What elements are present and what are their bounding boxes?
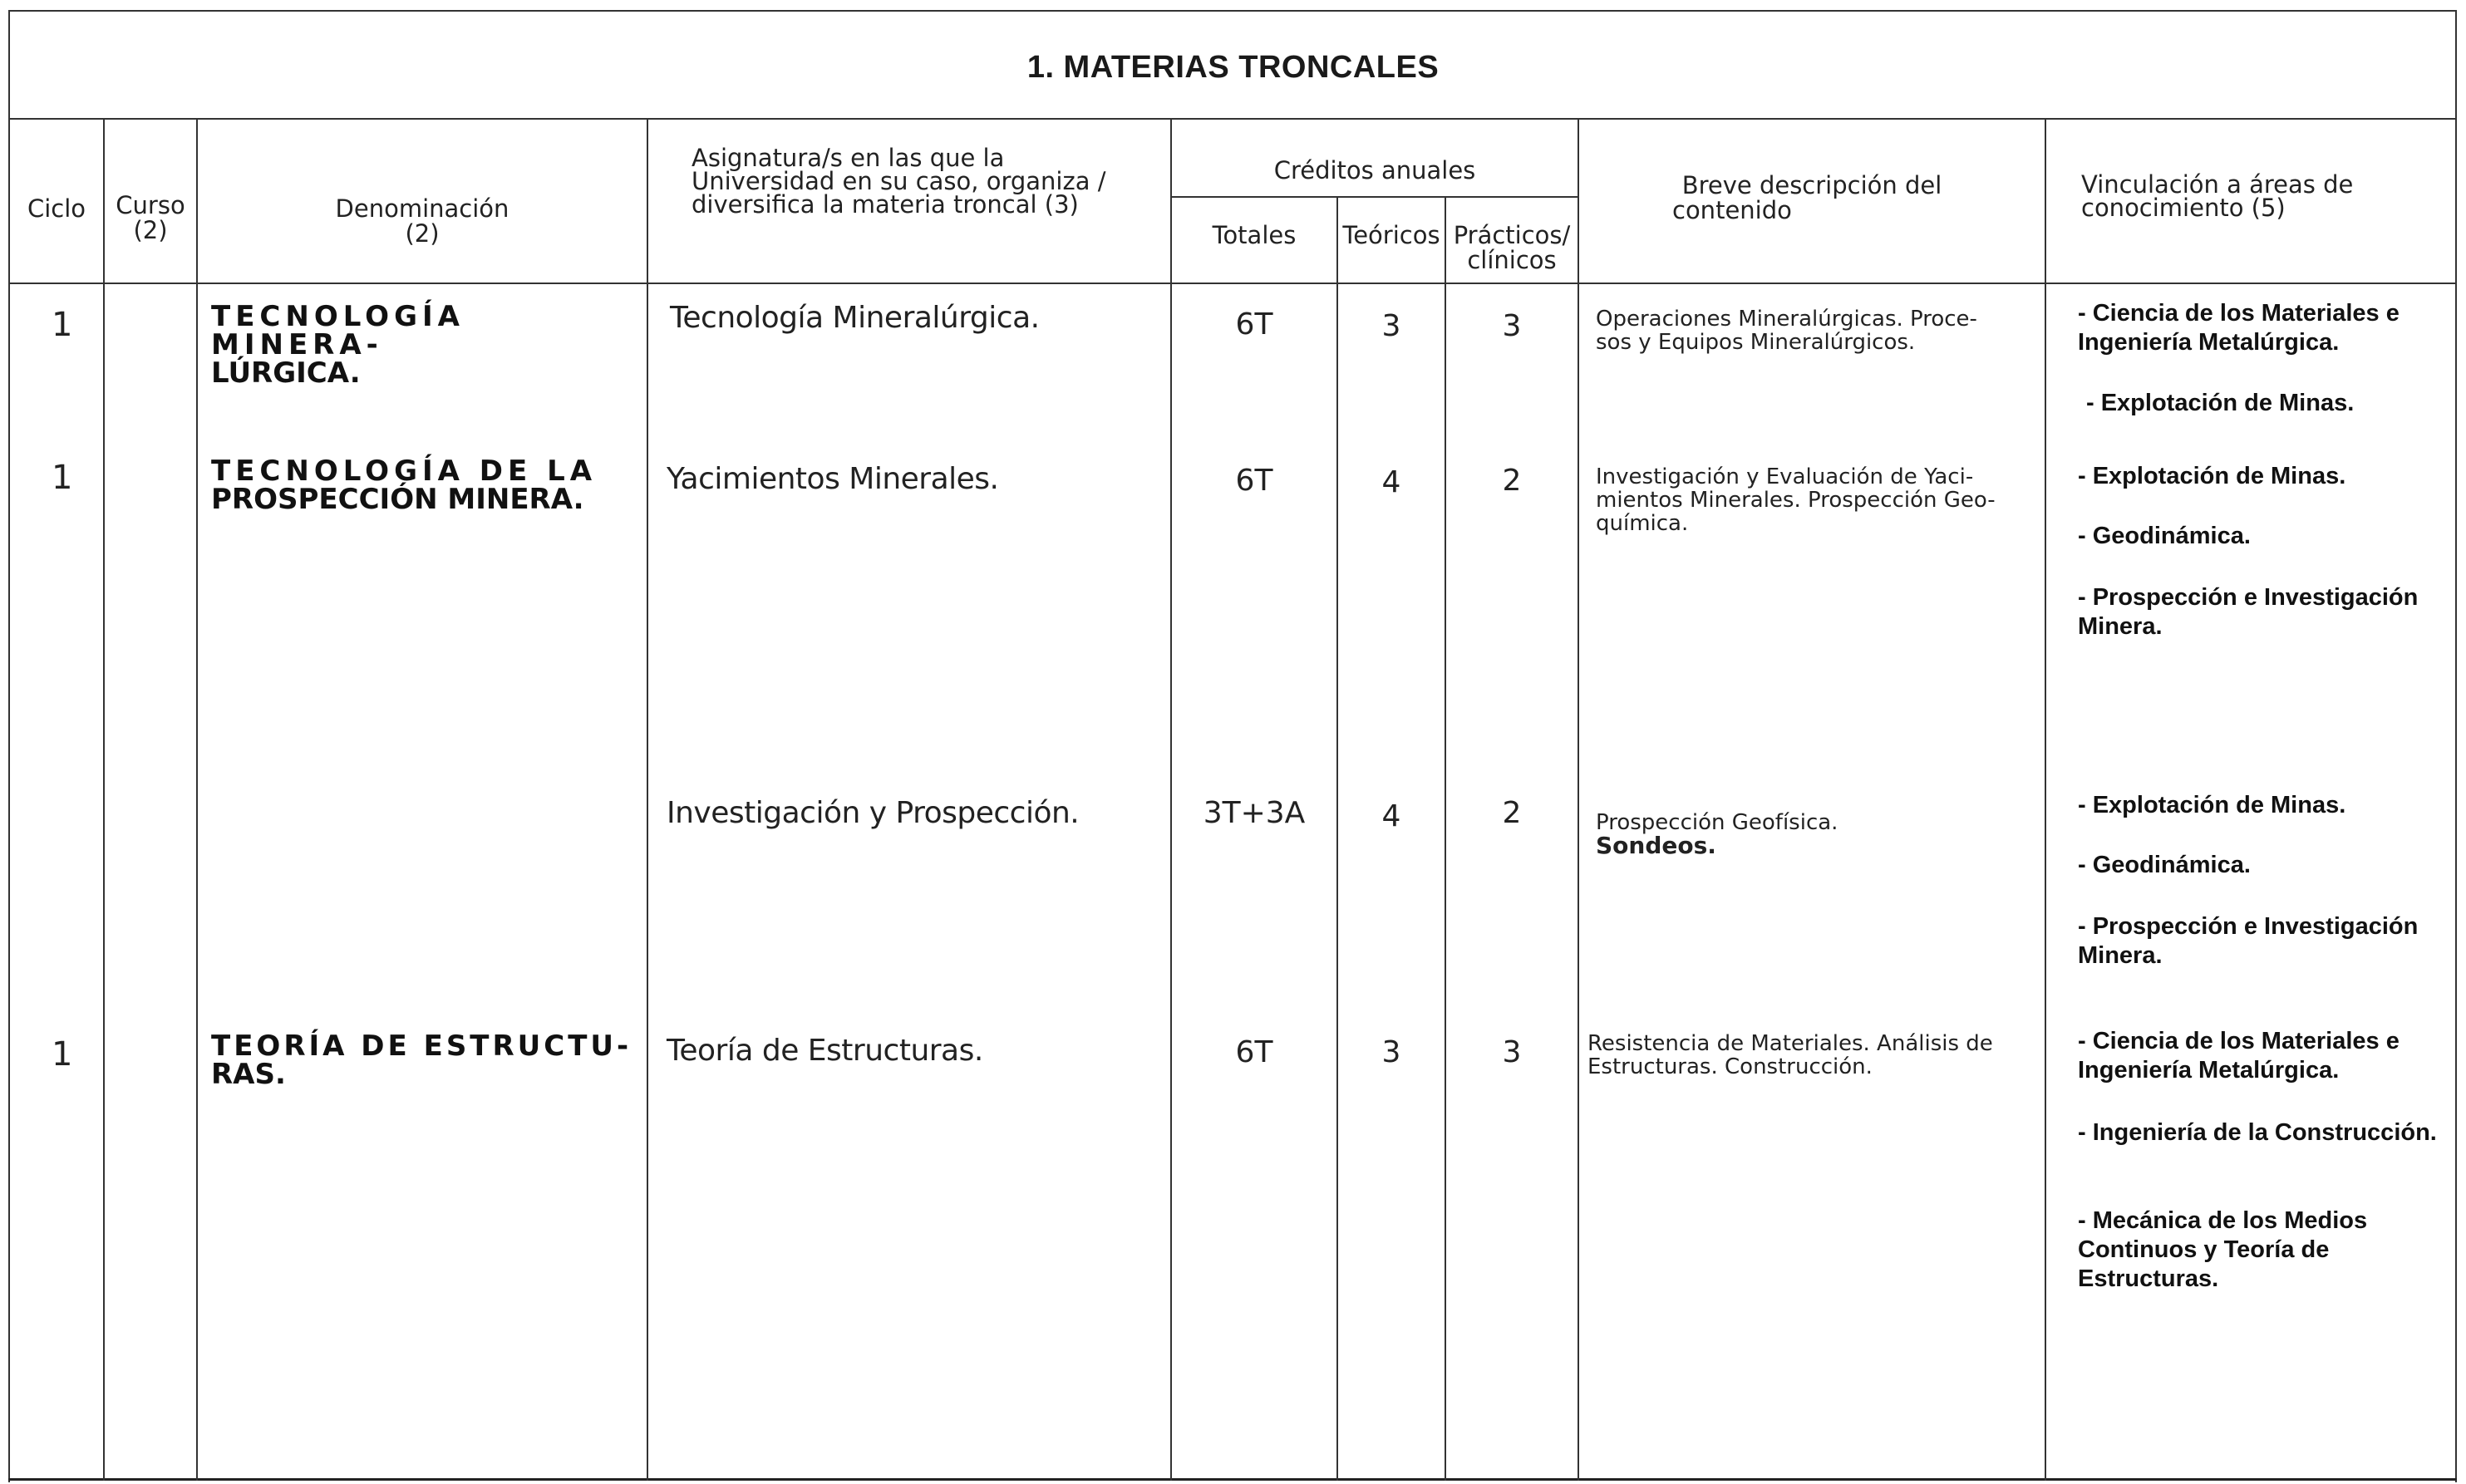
col-rule xyxy=(647,118,648,1481)
row4-totales: 6T xyxy=(1235,1035,1273,1069)
row2-area: - Prospección e Investigación Minera. xyxy=(2078,584,2419,640)
row1-descripcion-line: Operaciones Mineralúrgicas. Proce- xyxy=(1596,307,1977,332)
row1-ciclo: 1 xyxy=(52,306,73,344)
row3-descripcion-bold: Sondeos. xyxy=(1596,832,1716,859)
row1-practicos: 3 xyxy=(1502,309,1522,343)
header-curso-line: (2) xyxy=(133,216,168,244)
creditos-subrule xyxy=(1170,196,1578,198)
row4-descripcion-line: Estructuras. Construcción. xyxy=(1587,1054,1873,1079)
bottom-rule xyxy=(8,1478,2457,1481)
col-rule xyxy=(103,118,105,1481)
row4-practicos: 3 xyxy=(1502,1035,1522,1069)
row2-asignatura: Yacimientos Minerales. xyxy=(667,462,999,496)
header-practicos xyxy=(1446,223,1578,273)
row4-teoricos: 3 xyxy=(1381,1035,1401,1069)
header-asignatura: Asignatura/s en las que la Universidad en su caso, organiza / diversifica la materia troncal (3) xyxy=(692,144,1106,219)
header-totales: Totales xyxy=(1212,221,1297,249)
row1-descripcion xyxy=(1596,307,2036,354)
col-rule xyxy=(2045,118,2046,1481)
col-rule xyxy=(196,118,198,1481)
row2-area: - Explotación de Minas. xyxy=(2078,463,2346,489)
header-vinculacion-line: Vinculación a áreas de xyxy=(2081,170,2354,199)
row4-area: - Ciencia de los Materiales e Ingeniería Metalúrgica. xyxy=(2078,1028,2400,1084)
row1-descripcion-line: sos y Equipos Mineralúrgicos. xyxy=(1596,330,1916,355)
header-vinculacion-line: conocimiento (5) xyxy=(2081,194,2286,222)
row4-asignatura: Teoría de Estructuras. xyxy=(667,1034,983,1068)
row2-descripcion-line: mientos Minerales. Prospección Geo- xyxy=(1596,488,1996,513)
row1-teoricos: 3 xyxy=(1381,309,1401,343)
header-rule xyxy=(8,283,2457,284)
row3-area: - Explotación de Minas. xyxy=(2078,792,2346,818)
row3-descripcion xyxy=(1596,811,2036,857)
header-denominacion xyxy=(198,196,647,246)
row2-ciclo: 1 xyxy=(52,459,73,497)
row1-denominacion xyxy=(211,300,643,390)
header-vinculacion xyxy=(2081,170,2447,222)
row4-denominacion-line: RAS. xyxy=(211,1058,286,1091)
header-practicos-line: clínicos xyxy=(1467,246,1557,274)
row4-descripcion-line: Resistencia de Materiales. Análisis de xyxy=(1587,1031,1993,1056)
row2-totales: 6T xyxy=(1235,464,1273,498)
header-creditos: Créditos anuales xyxy=(1273,156,1476,184)
row3-asignatura: Investigación y Prospección. xyxy=(667,796,1080,830)
row1-denominacion-line: TECNOLOGÍA MINERA- xyxy=(211,300,465,361)
row4-area: - Ingeniería de la Construcción. xyxy=(2078,1119,2437,1146)
row2-descripcion-line: Investigación y Evaluación de Yaci- xyxy=(1596,464,1974,489)
row4-denominacion xyxy=(211,1029,652,1091)
row2-practicos: 2 xyxy=(1502,464,1522,498)
row3-area: - Geodinámica. xyxy=(2078,852,2251,878)
row2-denominacion xyxy=(211,457,652,514)
col-rule xyxy=(1445,196,1446,1481)
row4-denominacion-line: TEORÍA DE ESTRUCTU- xyxy=(211,1029,632,1063)
row3-teoricos: 4 xyxy=(1381,799,1401,833)
title-rule xyxy=(8,118,2457,120)
header-curso xyxy=(105,193,196,243)
header-denominacion-line: (2) xyxy=(405,219,440,248)
page-title: 1. MATERIAS TRONCALES xyxy=(1026,50,1440,85)
header-curso-line: Curso xyxy=(116,191,185,219)
row2-area: - Geodinámica. xyxy=(2078,523,2251,549)
header-teoricos: Teóricos xyxy=(1342,221,1440,249)
header-descripcion-line: Breve descripción del xyxy=(1681,171,1942,199)
header-descripcion xyxy=(1579,173,2045,223)
row3-practicos: 2 xyxy=(1502,796,1522,830)
row1-totales: 6T xyxy=(1235,307,1273,342)
row2-descripcion-line: química. xyxy=(1596,511,1689,536)
header-denominacion-line: Denominación xyxy=(335,194,509,223)
row4-ciclo: 1 xyxy=(52,1035,73,1074)
row2-descripcion xyxy=(1596,465,2036,535)
row2-denominacion-line: TECNOLOGÍA DE LA xyxy=(211,455,598,488)
col-rule xyxy=(1336,196,1338,1481)
col-rule xyxy=(1578,118,1579,1481)
row3-totales: 3T+3A xyxy=(1203,796,1306,830)
row1-asignatura: Tecnología Mineralúrgica. xyxy=(670,301,1040,335)
row2-teoricos: 4 xyxy=(1381,465,1401,499)
row3-area: - Prospección e Investigación Minera. xyxy=(2078,913,2419,969)
row3-descripcion-line: Prospección Geofísica. xyxy=(1596,810,1838,835)
row1-denominacion-line: LÚRGICA. xyxy=(211,356,361,390)
row4-descripcion xyxy=(1587,1032,2040,1079)
header-descripcion-line: contenido xyxy=(1672,196,1792,224)
row2-denominacion-line: PROSPECCIÓN MINERA. xyxy=(211,483,584,516)
row4-area: - Mecánica de los Medios Continuos y Teoría de Estructuras. xyxy=(2078,1207,2368,1292)
header-practicos-line: Prácticos/ xyxy=(1453,221,1571,249)
row1-area: - Explotación de Minas. xyxy=(2086,390,2355,416)
header-ciclo: Ciclo xyxy=(27,194,86,223)
row1-area: - Ciencia de los Materiales e Ingeniería Metalúrgica. xyxy=(2078,300,2400,356)
